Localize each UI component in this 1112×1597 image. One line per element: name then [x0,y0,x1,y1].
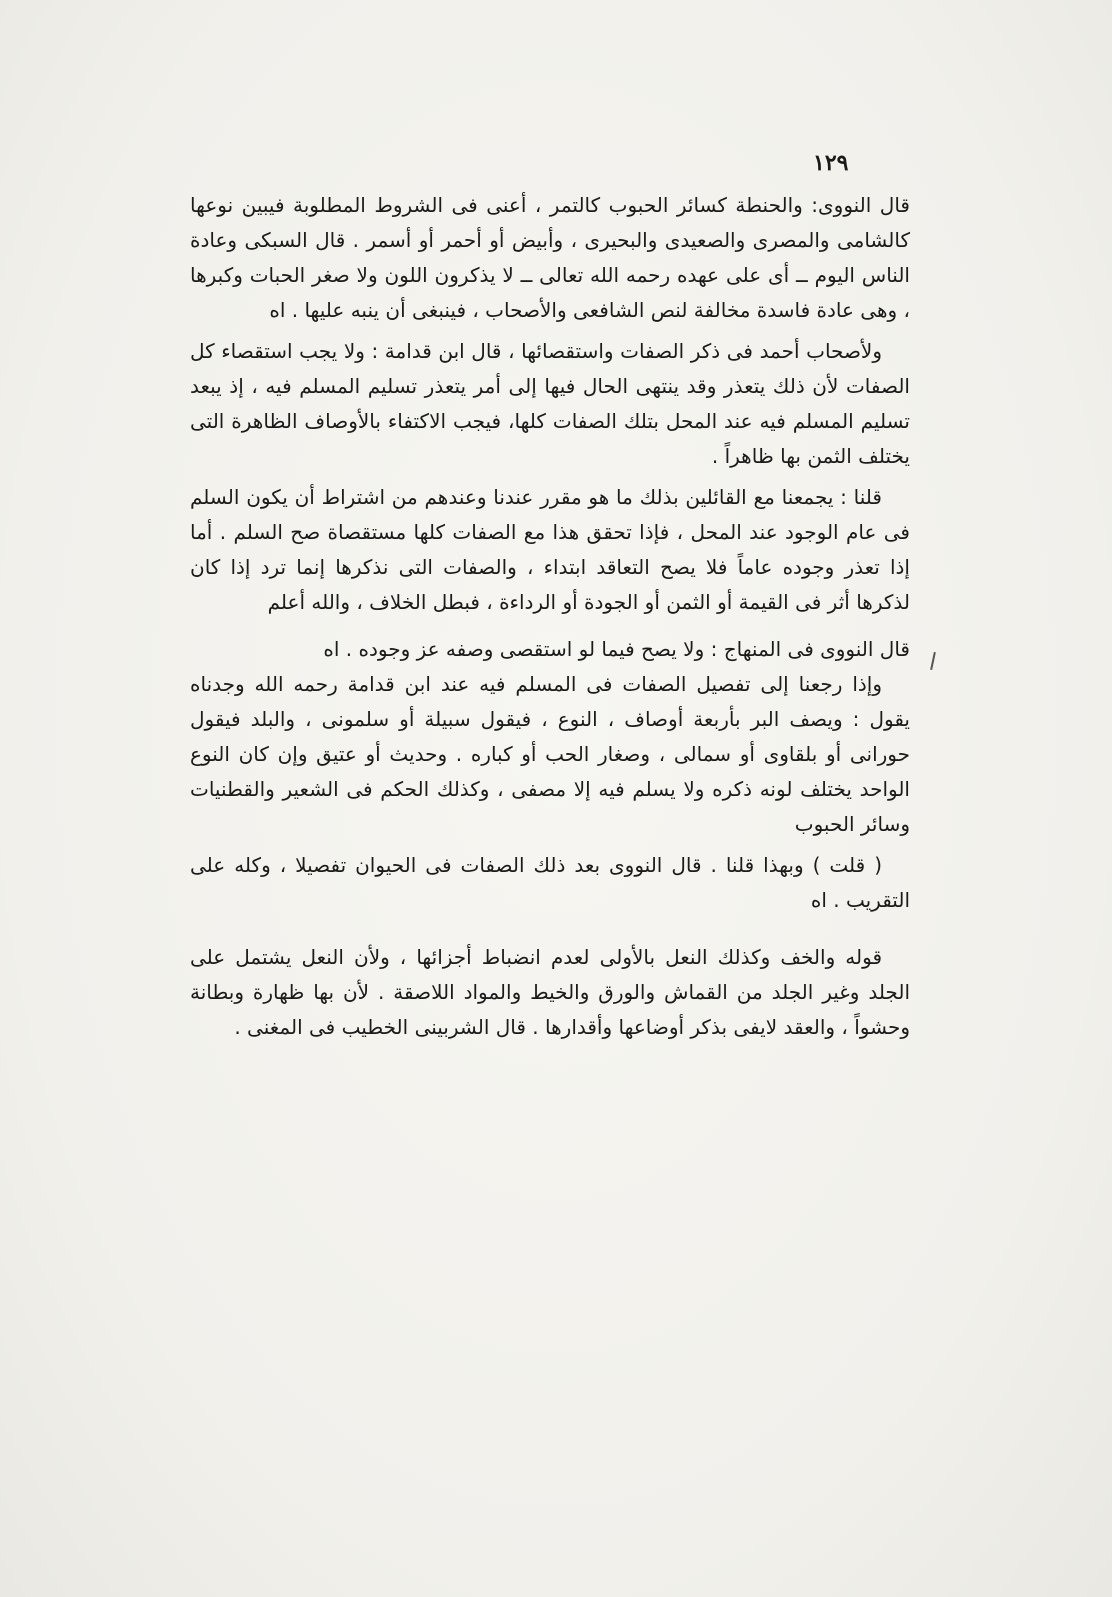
paragraph-qult: ( قلت ) وبهذا قلنا . قال النووى بعد ذلك الصفات فى الحيوان تفصيلا ، وكله على التقريب . اه [190,853,910,912]
body-text [190,188,910,1045]
paragraph-minhaj: قال النووى فى المنهاج : ولا يصح فيما لو استقصى وصفه عز وجوده . اه [323,637,910,661]
paragraph-ibn-qudama: وإذا رجعنا إلى تفصيل الصفات فى المسلم فيه عند ابن قدامة رحمه الله وجدناه يقول : ويصف البر بأربعة أوصاف ، النوع ، فيقول سبيلة أو سلمونى ، والبلد فيقول حورانى أو بلقاوى أو سمالى ، وصغار الحب أو كباره . وحديث أو عتيق وإن كان النوع الواحد يختلف لونه ذكره ولا يسلم فيه إلا مصفى ، وكذلك الحكم فى الشعير والقطنيات وسائر الحبوب [190,672,910,836]
page-number: ١٢٩ [813,150,849,176]
paragraph-nawawi-wheat: قال النووى: والحنطة كسائر الحبوب كالتمر ، أعنى فى الشروط المطلوبة فيبين نوعها كالشامى والمصرى والصعيدى والبحيرى ، وأبيض أو أحمر أو أسمر . قال السبكى وعادة الناس اليوم ــ أى على عهده رحمه الله تعالى ــ لا يذكرون اللون ولا صغر الحبات وكبرها ، وهى عادة فاسدة مخالفة لنص الشافعى والأصحاب ، فينبغى أن ينبه عليها . اه [190,193,910,322]
paragraph-qulna: قلنا : يجمعنا مع القائلين بذلك ما هو مقرر عندنا وعندهم من اشتراط أن يكون السلم فى عام الوجود عند المحل ، فإذا تحقق هذا مع الصفات كلها مستقصاة صح السلم . أما إذا تعذر وجوده عاماً فلا يصح التعاقد ابتداء ، والصفات التى نذكرها إنما ترد إذا كان لذكرها أثر فى القيمة أو الثمن أو الجودة أو الرداءة ، فبطل الخلاف ، والله أعلم [190,485,910,614]
margin-mark [930,652,936,670]
paragraph-ahmad-companions: ولأصحاب أحمد فى ذكر الصفات واستقصائها ، قال ابن قدامة : ولا يجب استقصاء كل الصفات لأن ذلك يتعذر وقد ينتهى الحال فيها إلى أمر يتعذر تسليم المسلم فيه ، إذ يبعد تسليم المسلم فيه عند المحل بتلك الصفات كلها، فيجب الاكتفاء بالأوصاف الظاهرة التى يختلف الثمن بها ظاهراً . [190,339,910,468]
paragraph-khuff-naal: قوله والخف وكذلك النعل بالأولى لعدم انضباط أجزائها ، ولأن النعل يشتمل على الجلد وغير الجلد من القماش والورق والخيط والمواد اللاصقة . لأن بها ظهارة وبطانة وحشواً ، والعقد لايفى بذكر أوضاعها وأقدارها . قال الشربينى الخطيب فى المغنى . [190,945,910,1039]
